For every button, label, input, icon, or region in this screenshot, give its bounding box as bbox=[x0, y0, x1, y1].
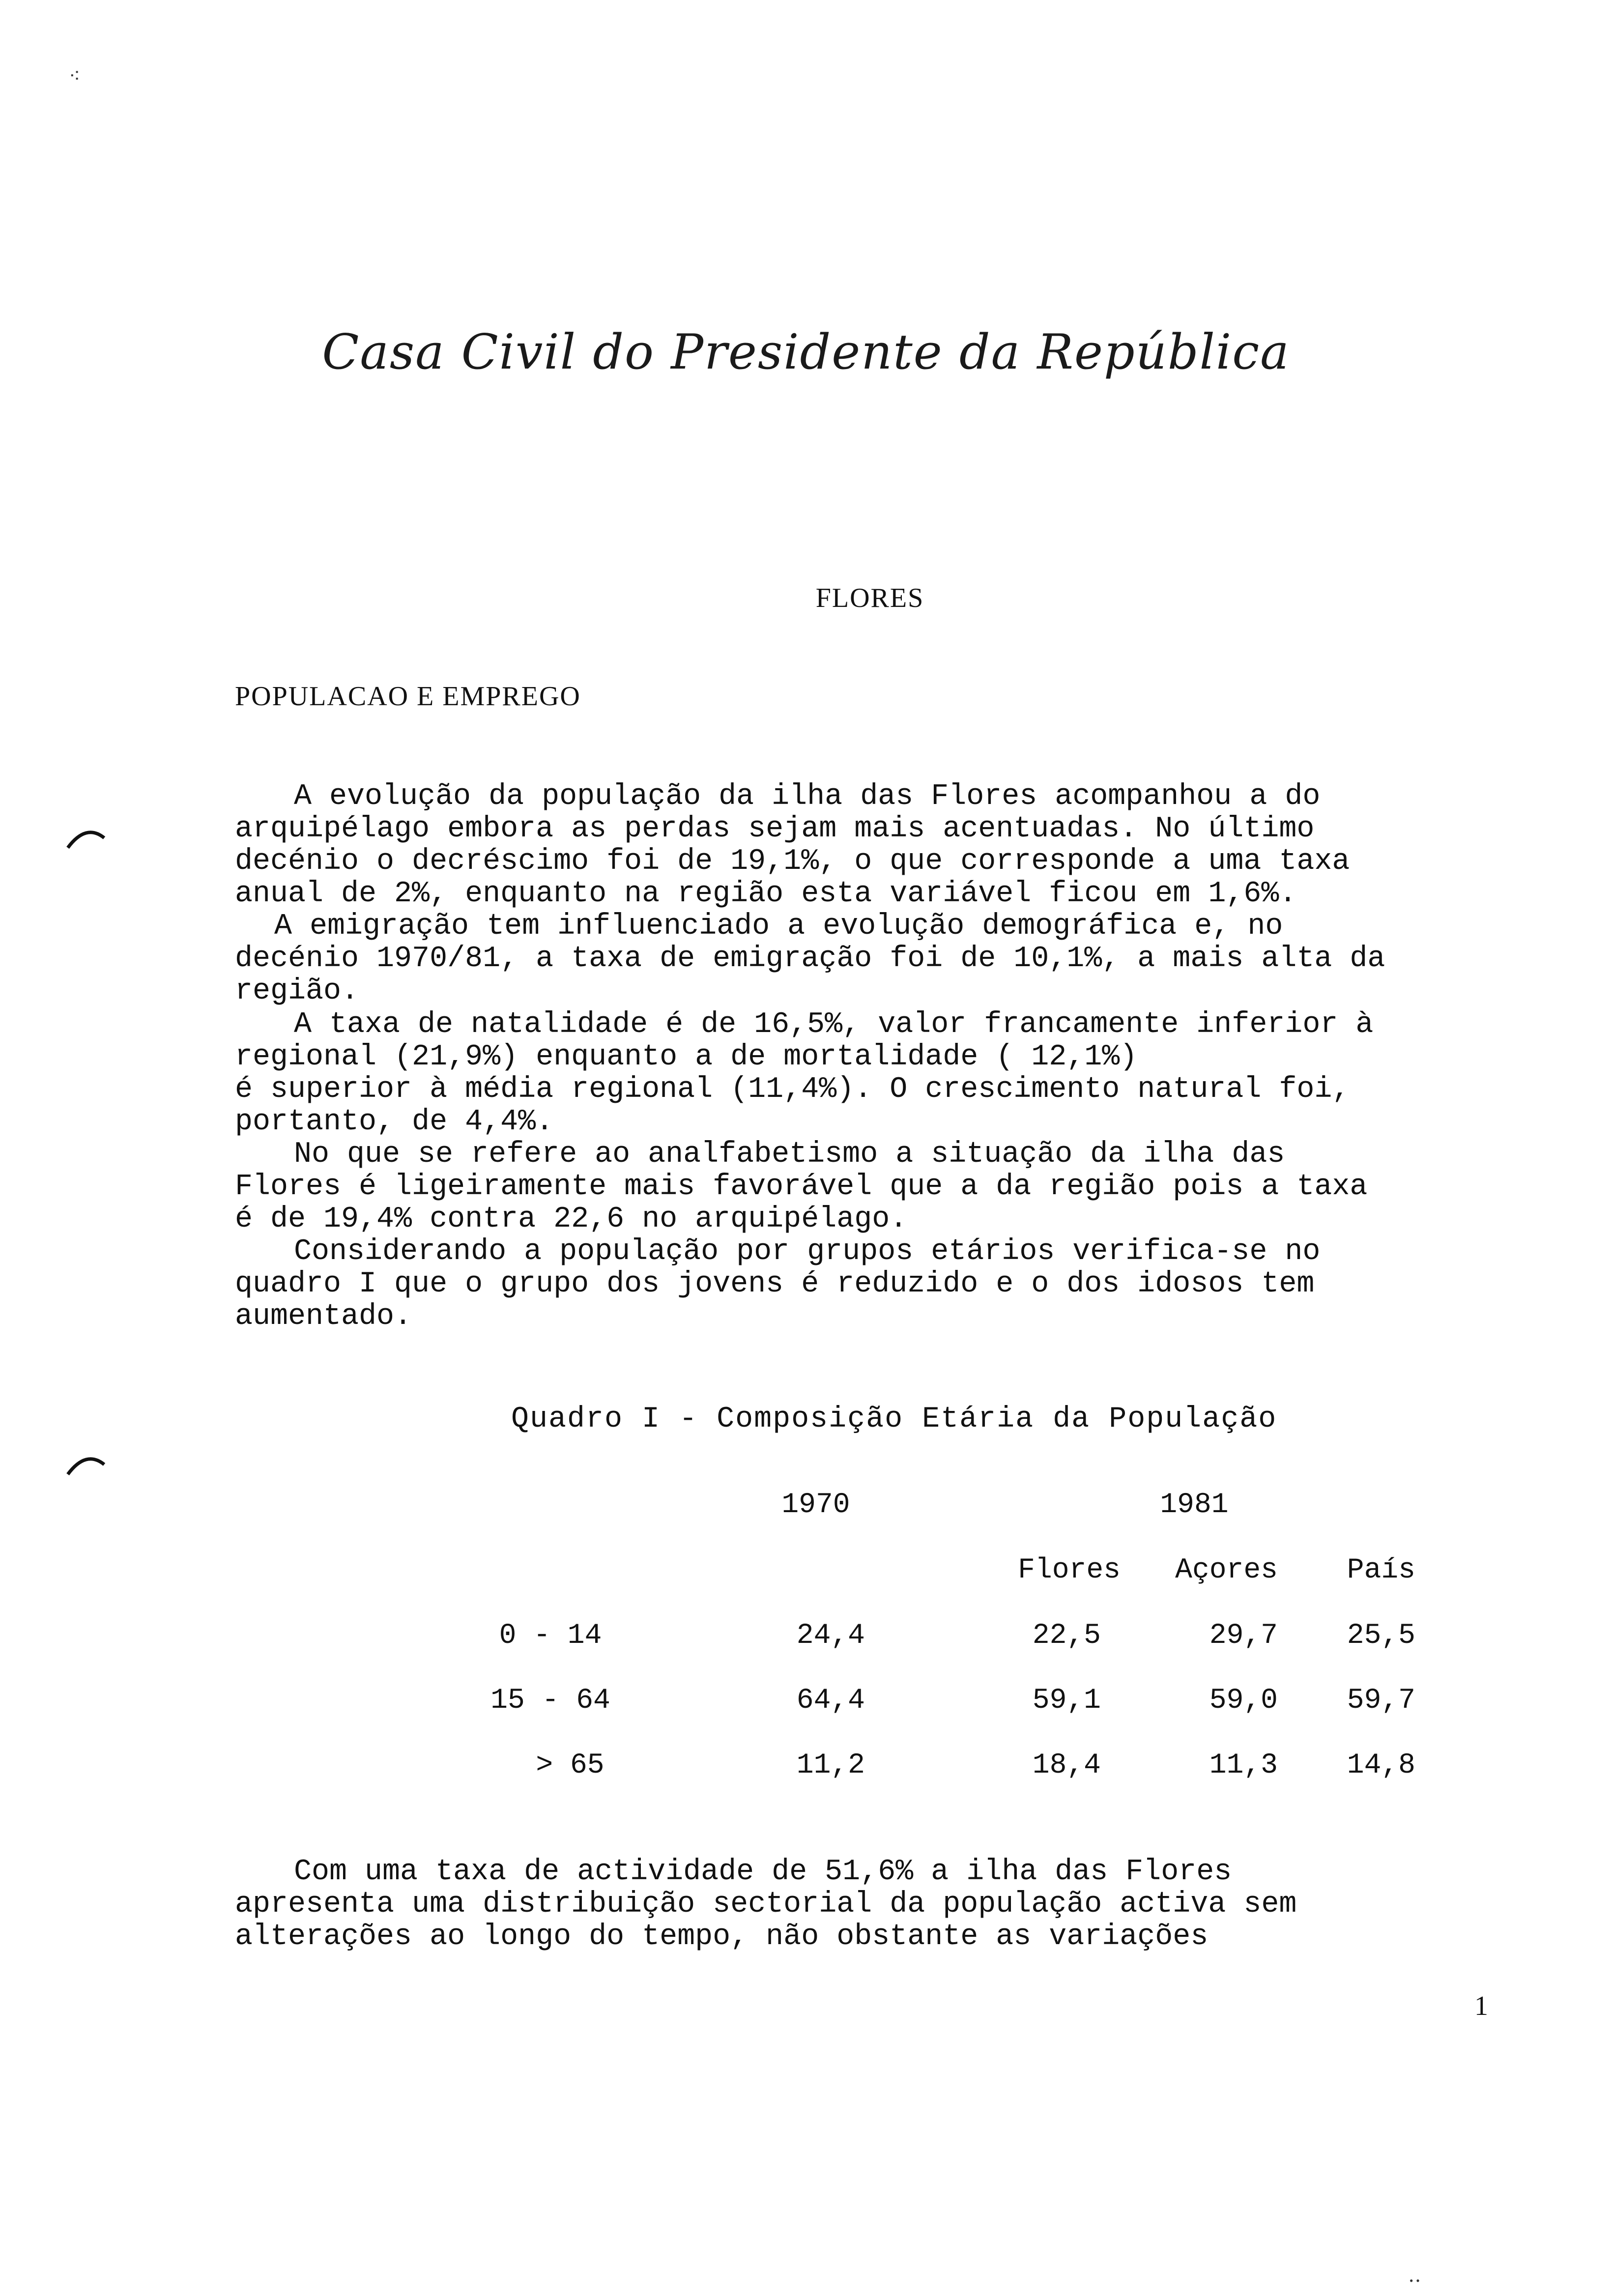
text-line: Com uma taxa de actividade de 51,6% a ilha das Flores bbox=[294, 1855, 1232, 1889]
paragraph-population bbox=[235, 780, 1532, 910]
table-cell: 24,4 bbox=[796, 1620, 865, 1652]
table-cell: 59,7 bbox=[1347, 1685, 1415, 1717]
text-line: A evolução da população da ilha das Flores acompanhou a do bbox=[294, 780, 1321, 813]
table-cell: 11,3 bbox=[1209, 1750, 1278, 1781]
page-title: FLORES bbox=[815, 583, 924, 613]
text-line: A emigração tem influenciado a evolução demográfica e, no bbox=[274, 910, 1283, 943]
page-number: 1 bbox=[1474, 1991, 1488, 2021]
text-line: decénio o decréscimo foi de 19,1%, o que corresponde a uma taxa bbox=[235, 845, 1350, 878]
text-line: quadro I que o grupo dos jovens é reduzido e o dos idosos tem bbox=[235, 1267, 1315, 1301]
table-subheader-acores: Açores bbox=[1175, 1554, 1278, 1586]
table-cell: 29,7 bbox=[1209, 1620, 1278, 1652]
paragraph-birth-rate bbox=[235, 1008, 1532, 1138]
text-line: decénio 1970/81, a taxa de emigração foi de 10,1%, a mais alta da bbox=[235, 942, 1385, 976]
table-title: Quadro I - Composição Etária da População bbox=[511, 1403, 1277, 1436]
text-line: Flores é ligeiramente mais favorável que a da região pois a taxa bbox=[235, 1170, 1368, 1204]
text-line: regional (21,9%) enquanto a de mortalidade ( 12,1%) bbox=[235, 1040, 1138, 1074]
paragraph-illiteracy bbox=[235, 1138, 1532, 1235]
text-line: No que se refere ao analfabetismo a situação da ilha das bbox=[294, 1138, 1285, 1171]
table-cell: 59,1 bbox=[1032, 1685, 1101, 1717]
table-subheader-pais: País bbox=[1347, 1554, 1415, 1586]
table-cell: 25,5 bbox=[1347, 1620, 1415, 1652]
section-heading: POPULACAO E EMPREGO bbox=[235, 681, 581, 712]
text-line: arquipélago embora as perdas sejam mais acentuadas. No último bbox=[235, 812, 1315, 846]
text-line: Considerando a população por grupos etários verifica-se no bbox=[294, 1235, 1321, 1268]
scan-mark-top: ⁖ bbox=[69, 65, 81, 87]
text-line: é superior à média regional (11,4%). O crescimento natural foi, bbox=[235, 1073, 1350, 1106]
scan-mark-bottom: ‥ bbox=[1408, 2264, 1421, 2286]
text-line: é de 19,4% contra 22,6 no arquipélago. bbox=[235, 1203, 908, 1236]
table-cell: 22,5 bbox=[1032, 1620, 1101, 1652]
text-line: apresenta uma distribuição sectorial da população activa sem bbox=[235, 1888, 1297, 1921]
table-cell: 11,2 bbox=[796, 1750, 865, 1781]
text-line: A taxa de natalidade é de 16,5%, valor francamente inferior à bbox=[294, 1008, 1374, 1041]
paragraph-emigration bbox=[235, 910, 1532, 1007]
paragraph-activity bbox=[235, 1856, 1532, 1953]
text-line: alterações ao longo do tempo, não obstante as variações bbox=[235, 1920, 1209, 1953]
table-header-1981: 1981 bbox=[1160, 1489, 1229, 1521]
table-row-label: > 65 bbox=[536, 1750, 604, 1781]
punch-hole-bottom bbox=[64, 1445, 108, 1489]
paragraph-age-groups bbox=[235, 1235, 1532, 1333]
text-line: aumentado. bbox=[235, 1300, 412, 1333]
text-line: anual de 2%, enquanto na região esta variável ficou em 1,6%. bbox=[235, 877, 1297, 911]
table-cell: 14,8 bbox=[1347, 1750, 1415, 1781]
letterhead: Casa Civil do Presidente da República bbox=[322, 324, 1290, 380]
table-row-label: 15 - 64 bbox=[490, 1685, 610, 1717]
text-line: portanto, de 4,4%. bbox=[235, 1105, 554, 1139]
table-row-label: 0 - 14 bbox=[499, 1620, 602, 1652]
text-line: região. bbox=[235, 975, 359, 1008]
punch-hole-top bbox=[64, 818, 108, 862]
table-cell: 18,4 bbox=[1032, 1750, 1101, 1781]
table-cell: 64,4 bbox=[796, 1685, 865, 1717]
table-subheader-flores: Flores bbox=[1018, 1554, 1121, 1586]
table-cell: 59,0 bbox=[1209, 1685, 1278, 1717]
table-header-1970: 1970 bbox=[781, 1489, 850, 1521]
